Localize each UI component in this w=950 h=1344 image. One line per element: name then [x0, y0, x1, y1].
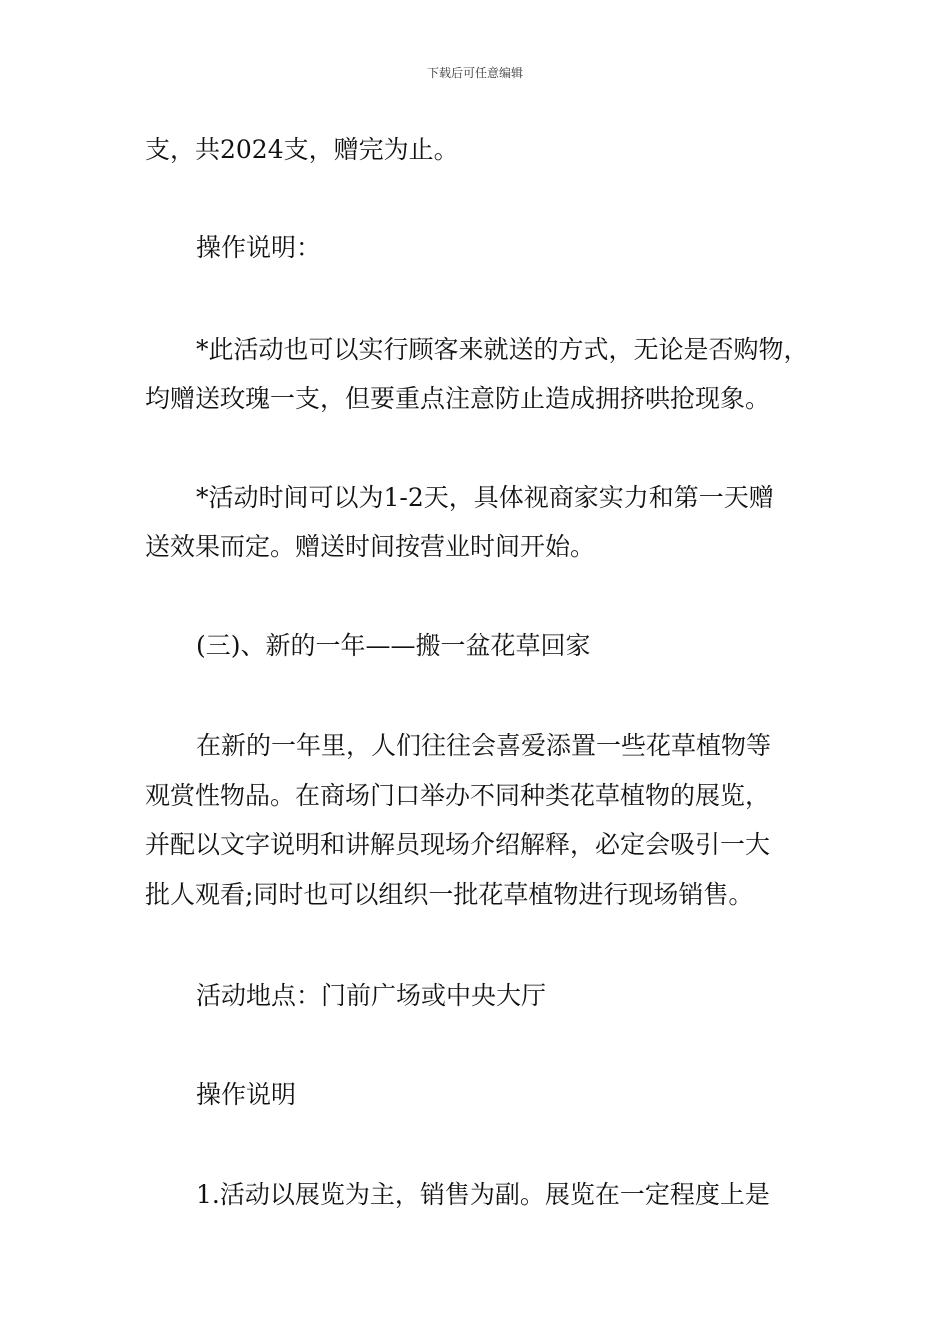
section-heading: (三)、新的一年——搬一盆花草回家: [196, 631, 591, 660]
paragraph-line: *活动时间可以为1-2天，具体视商家实力和第一天赠: [196, 483, 774, 512]
paragraph-line: 活动地点：门前广场或中央大厅: [196, 981, 547, 1010]
paragraph-line: 并配以文字说明和讲解员现场介绍解释，必定会吸引一大: [145, 830, 771, 859]
paragraph-line: 均赠送玫瑰一支，但要重点注意防止造成拥挤哄抢现象。: [145, 384, 771, 413]
section-heading: 操作说明: [196, 1080, 297, 1109]
paragraph-line: 在新的一年里，人们往往会喜爱添置一些花草植物等: [196, 731, 772, 760]
page-header: 下载后可任意编辑: [426, 66, 523, 80]
paragraph-line: 1.活动以展览为主，销售为副。展览在一定程度上是: [196, 1180, 770, 1209]
paragraph-line: 送效果而定。赠送时间按营业时间开始。: [145, 532, 596, 561]
section-heading: 操作说明：: [196, 233, 322, 262]
paragraph-line: 观赏性物品。在商场门口举办不同种类花草植物的展览，: [145, 781, 771, 810]
paragraph-line: 支，共2024支，赠完为止。: [145, 135, 459, 164]
paragraph-line: 批人观看;同时也可以组织一批花草植物进行现场销售。: [145, 880, 754, 909]
paragraph-line: *此活动也可以实行顾客来就送的方式，无论是否购物，: [196, 335, 809, 364]
